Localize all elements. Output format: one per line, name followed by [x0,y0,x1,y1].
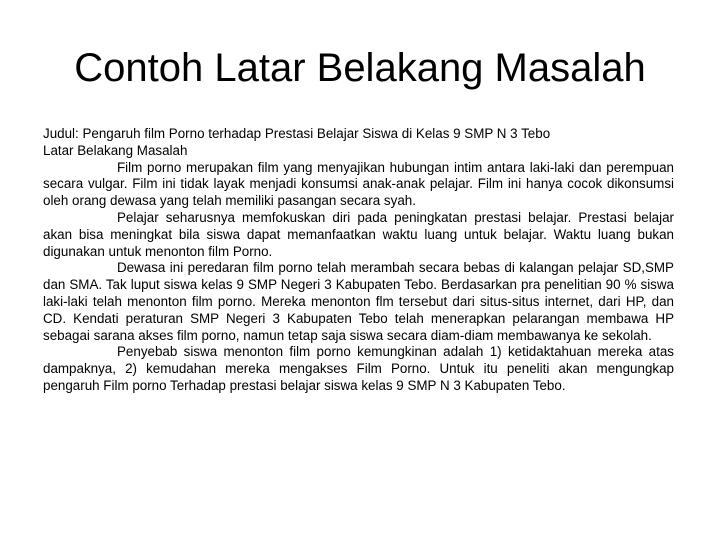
paragraph-4: Penyebab siswa menonton film porno kemungkinan adalah 1) ketidaktahuan mereka atas dampaknya, 2) kemudahan mereka mengakses Film Porno. Untuk itu peneliti akan mengungkap pengaruh Film porno Terhadap prestasi belajar siswa kelas 9 SMP N 3 Kabupaten Tebo. [43,344,674,393]
section-heading: Latar Belakang Masalah [43,142,188,158]
slide-body [43,126,674,395]
slide-title: Contoh Latar Belakang Masalah [74,46,646,90]
research-title: Judul: Pengaruh film Porno terhadap Prestasi Belajar Siswa di Kelas 9 SMP N 3 Tebo [43,126,551,141]
paragraph-2: Pelajar seharusnya memfokuskan diri pada peningkatan prestasi belajar. Prestasi belajar akan bisa meningkat bila siswa dapat memanfaatkan waktu luang untuk belajar. Waktu luang bukan digunakan untuk menonton film Porno. [43,209,674,259]
paragraph-1: Film porno merupakan film yang menyajikan hubungan intim antara laki-laki dan perempuan secara vulgar. Film ini tidak layak menjadi konsumsi anak-anak pelajar. Film ini hanya cocok dikonsumsi oleh orang dewasa yang telah memiliki pasangan secara syah. [43,159,674,209]
paragraph-3: Dewasa ini peredaran film porno telah merambah secara bebas di kalangan pelajar SD,SMP dan SMA. Tak luput siswa kelas 9 SMP Negeri 3 Kabupaten Tebo. Berdasarkan pra penelitian 90 % siswa laki-laki telah menonton film porno. Mereka menonton flm tersebut dari situs-situs internet, dari HP, dan CD. Kendati peraturan SMP Negeri 3 Kabupaten Tebo telah menerapkan pelarangan membawa HP sebagai sarana akses film porno, namun tetap saja siswa secara diam-diam membawanya ke sekolah. [43,260,674,343]
